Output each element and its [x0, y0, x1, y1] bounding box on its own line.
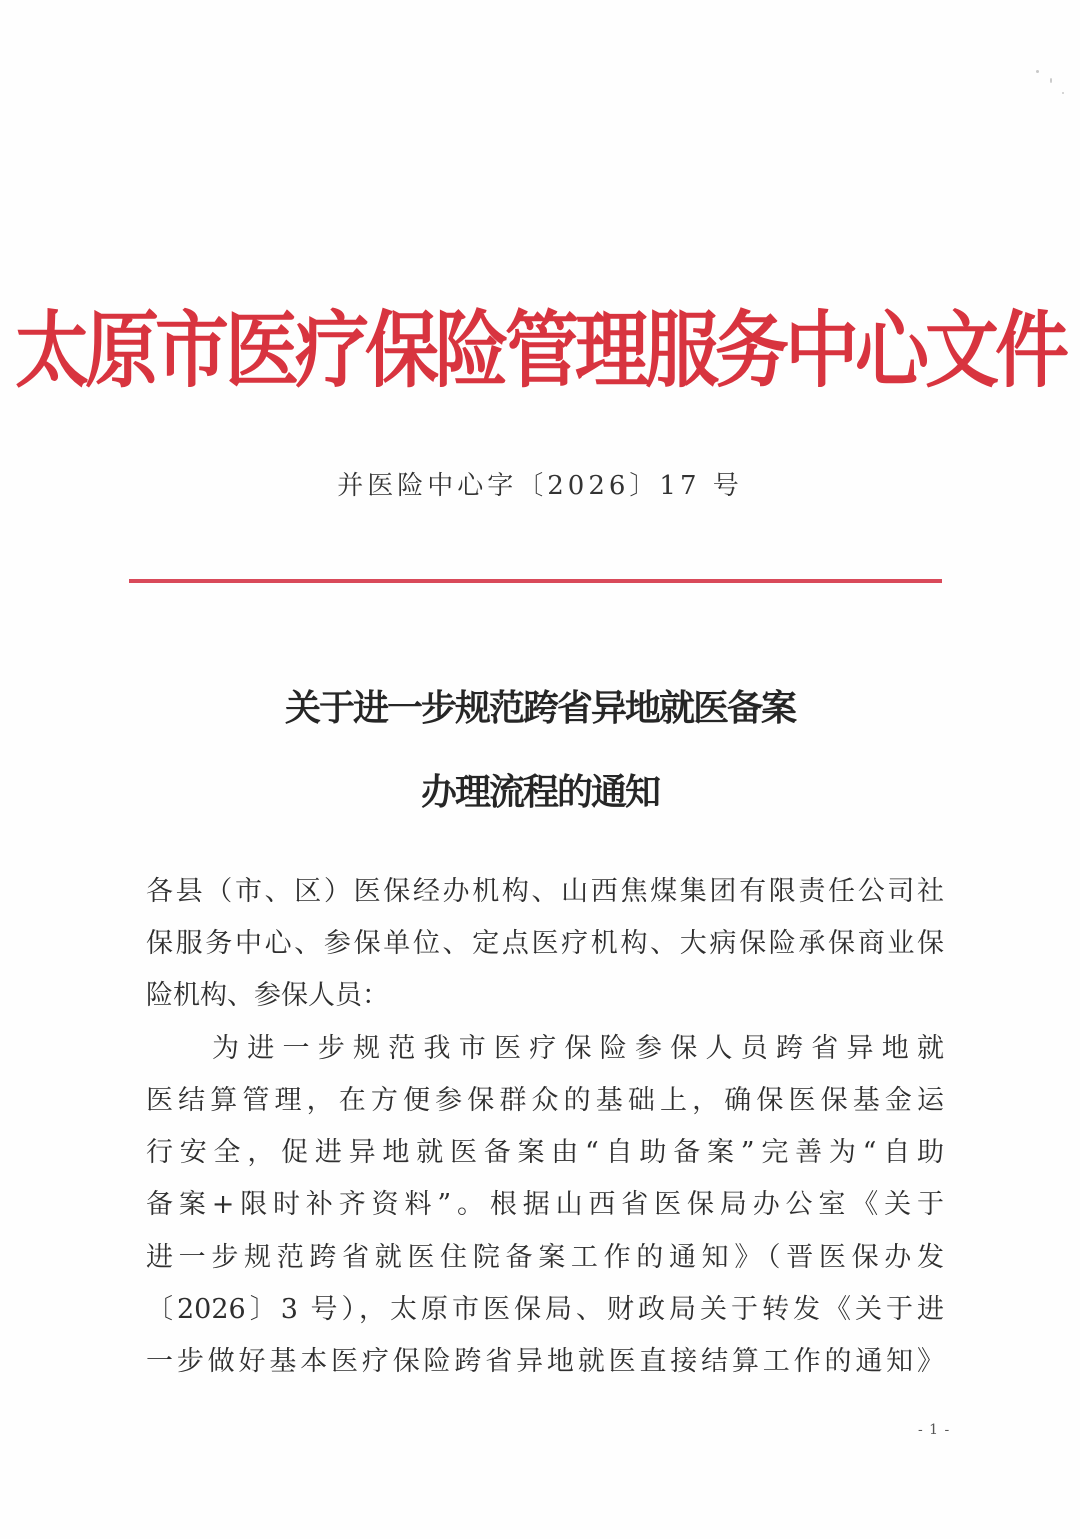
body-text-line: 行安全，促进异地就医备案由“自助备案”完善为“自助 [146, 1137, 944, 1168]
body-text-line: 险机构、参保人员： [146, 980, 389, 1011]
body-text-line: 保服务中心、参保单位、定点医疗机构、大病保险承保商业保 [146, 928, 944, 959]
document-header-title: 太原市医疗保险管理服务中心文件 [15, 302, 1065, 400]
body-text-line: 〔2026〕3 号），太原市医保局、财政局关于转发《关于进 [146, 1294, 944, 1325]
body-text-line: 医结算管理，在方便参保群众的基础上，确保医保基金运 [146, 1085, 944, 1116]
body-text-line: 进一步规范跨省就医住院备案工作的通知》（晋医保办发 [146, 1242, 944, 1273]
notice-title-line-1: 关于进一步规范跨省异地就医备案 [284, 688, 795, 729]
body-text-line: 为进一步规范我市医疗保险参保人员跨省异地就 [212, 1033, 944, 1064]
body-text-line: 备案+限时补齐资料”。根据山西省医保局办公室《关于 [146, 1189, 944, 1220]
page-number: - 1 - [918, 1422, 951, 1438]
body-text-line: 一步做好基本医疗保险跨省异地就医直接结算工作的通知》 [146, 1346, 944, 1377]
document-number: 并医险中心字〔2026〕17 号 [337, 471, 743, 501]
scan-speck [1062, 92, 1064, 94]
scan-speck [1050, 78, 1052, 83]
body-text-line: 各县（市、区）医保经办机构、山西焦煤集团有限责任公司社 [146, 876, 944, 907]
notice-title-line-2: 办理流程的通知 [420, 772, 659, 813]
red-divider-line [129, 579, 942, 583]
scan-speck [1036, 70, 1039, 73]
